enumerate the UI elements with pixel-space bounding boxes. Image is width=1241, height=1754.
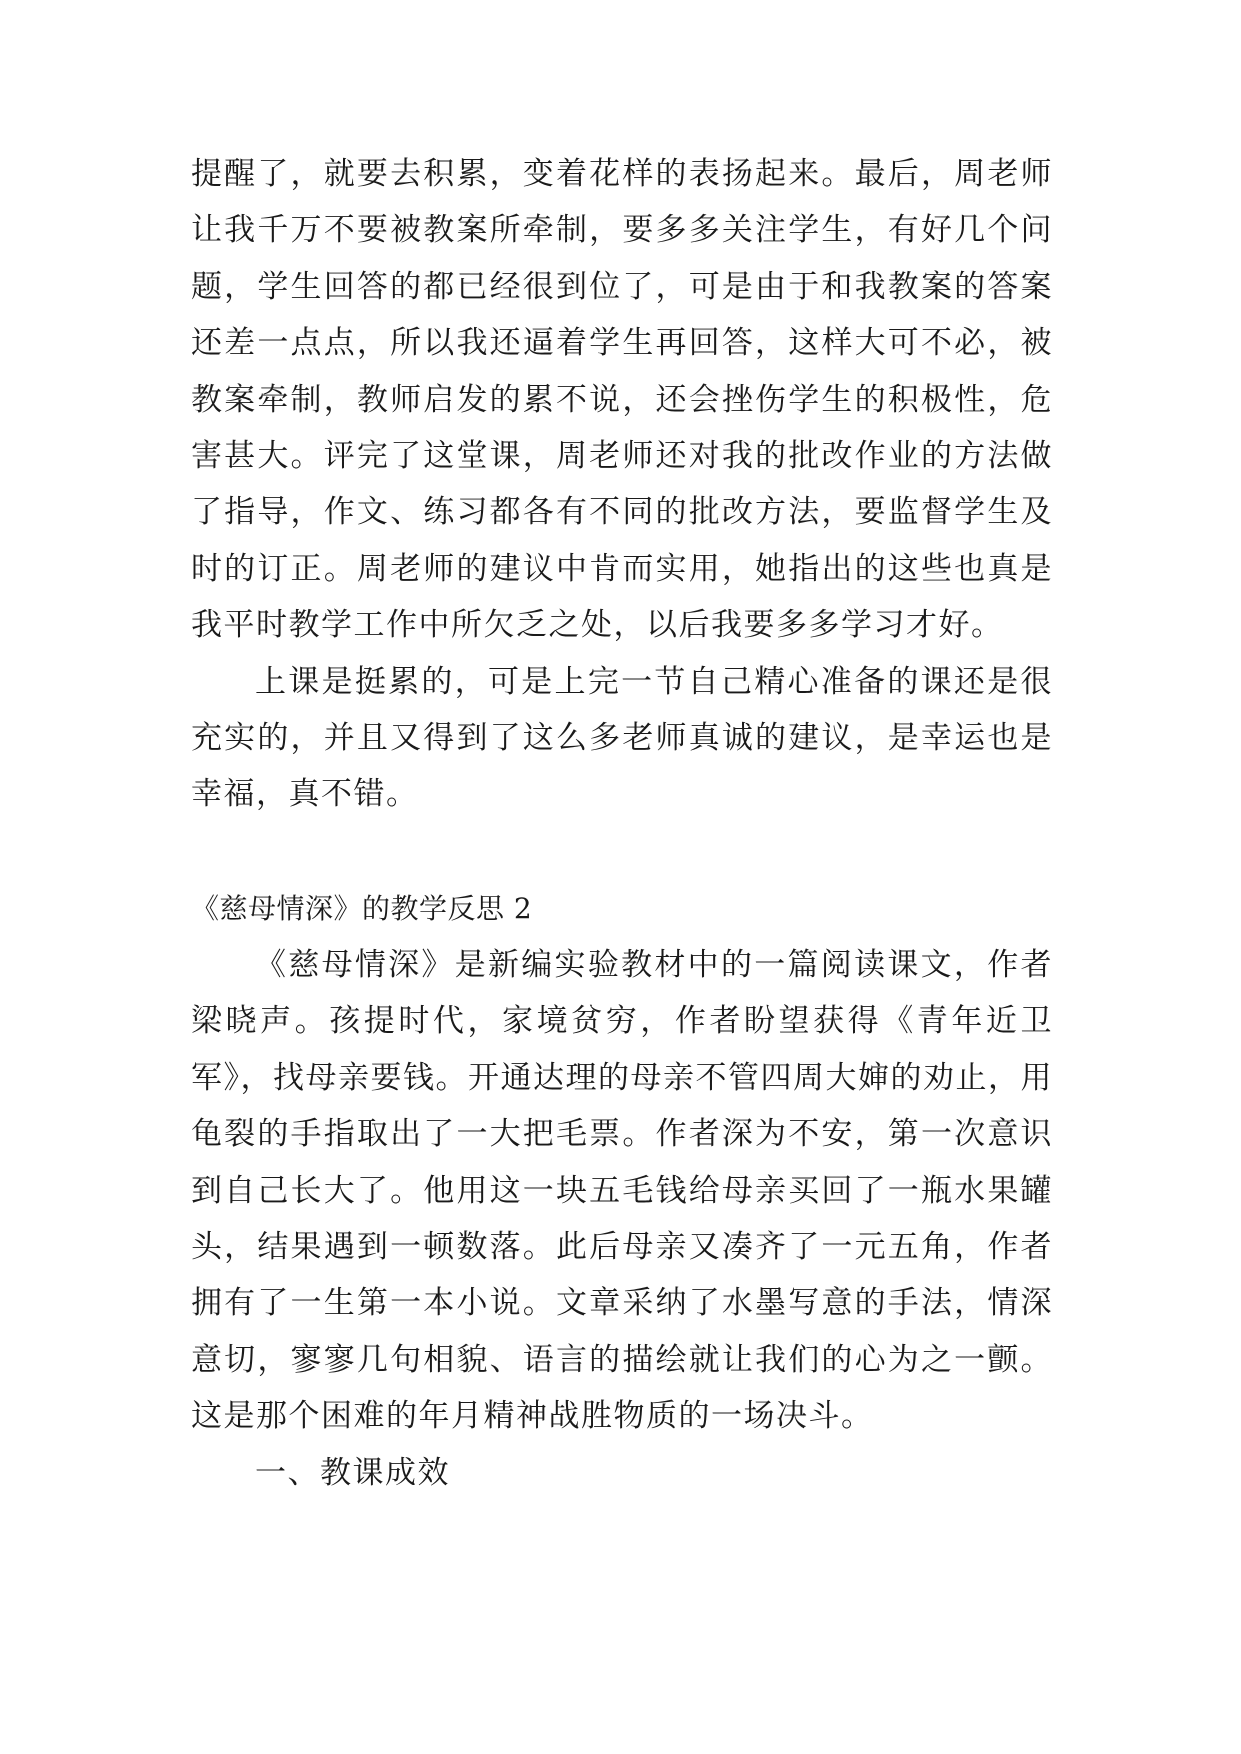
closing-paragraph: 上课是挺累的，可是上完一节自己精心准备的课还是很充实的，并且又得到了这么多老师真诚的建议，是幸运也是幸福，真不错。 — [191, 663, 1053, 813]
document-body — [191, 146, 1053, 1501]
section-gap — [191, 823, 1053, 881]
section-paragraph: 《慈母情深》是新编实验教材中的一篇阅读课文，作者梁晓声。孩提时代，家境贫穷，作者盼望获得《青年近卫军》，找母亲要钱。开通达理的母亲不管四周大婶的劝止，用龟裂的手指取出了一大把毛票。作者深为不安，第一次意识到自己长大了。他用这一块五毛钱给母亲买回了一瓶水果罐头，结果遇到一顿数落。此后母亲又凑齐了一元五角，作者拥有了一生第一本小说。文章采纳了水墨写意的手法，情深意切，寥寥几句相貌、语言的描绘就让我们的心为之一颤。这是那个困难的年月精神战胜物质的一场决斗。 — [191, 946, 1053, 1435]
section-title: 《慈母情深》的教学反思 2 — [191, 891, 533, 925]
continuation-paragraph: 提醒了，就要去积累，变着花样的表扬起来。最后，周老师让我千万不要被教案所牵制，要多多关注学生，有好几个问题，学生回答的都已经很到位了，可是由于和我教案的答案还差一点点，所以我还逼着学生再回答，这样大可不必，被教案牵制，教师启发的累不说，还会挫伤学生的积极性，危害甚大。评完了这堂课，周老师还对我的批改作业的方法做了指导，作文、练习都各有不同的批改方法，要监督学生及时的订正。周老师的建议中肯而实用，她指出的这些也真是我平时教学工作中所欠乏之处，以后我要多多学习才好。 — [191, 156, 1053, 644]
subheading: 一、教课成效 — [255, 1454, 450, 1491]
